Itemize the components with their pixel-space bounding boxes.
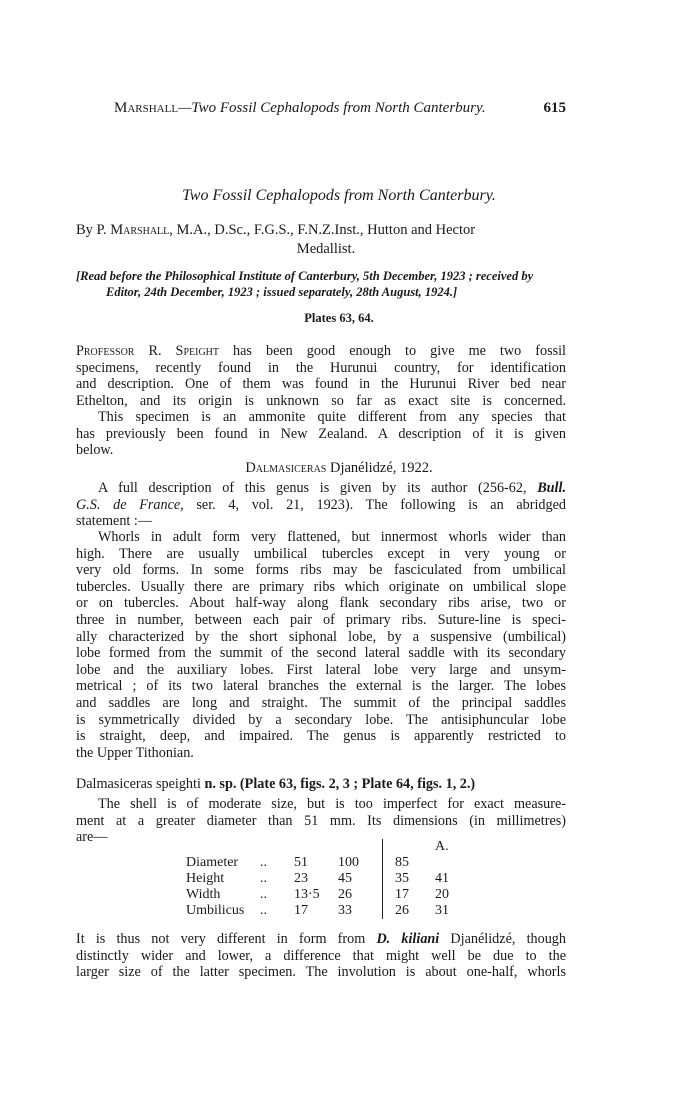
byline-credentials-cont: Medallist. [296, 241, 356, 257]
paragraph-intro [76, 343, 566, 409]
text-line: high. There are usually umbilical tubercles except in very young or [76, 545, 566, 562]
table-row [186, 903, 475, 919]
text-span: Djanélidzé, though [439, 931, 566, 947]
paragraph-genus-description [76, 529, 566, 761]
text-line [76, 480, 566, 497]
text-line: The shell is of moderate size, but is too imperfect for exact measure- [98, 796, 566, 812]
value-cell: 17 [383, 887, 436, 903]
text-line: below. [76, 442, 114, 459]
leader-dots: .. [260, 887, 267, 902]
value-cell: 100 [338, 855, 359, 870]
text-line: statement :— [76, 513, 153, 530]
text-line [76, 343, 566, 360]
text-line: Whorls in adult form very flattened, but innermost whorls wider than [98, 529, 566, 545]
species-plates: n. sp. (Plate 63, figs. 2, 3 ; Plate 64, figs. 1, 2.) [200, 776, 476, 792]
value-cell: 41 [435, 871, 449, 886]
table-row [186, 871, 475, 887]
text-line: metrical ; of its two lateral branches the external is the larger. The lobes [76, 678, 566, 695]
running-header [114, 100, 566, 117]
article-title: Two Fossil Cephalopods from North Canterbury. [182, 187, 496, 204]
row-label: Umbilicus [186, 903, 245, 918]
text-line: is straight, deep, and impaired. The genus is apparently restricted to [76, 728, 566, 745]
page-number: 615 [543, 100, 566, 116]
text-line: lobe formed from the summit of the second lateral saddle with its secondary [76, 645, 566, 662]
value-cell: 45 [338, 871, 352, 886]
byline-name: Marshall [110, 222, 170, 238]
text-line: ment at a greater diameter than 51 mm. Its dimensions (in millimetres) [76, 812, 566, 829]
paragraph-specimen [76, 409, 566, 459]
byline [76, 221, 566, 259]
text-line: ally characterized by the short siphonal lobe, by a suspensive (umbilical) [76, 628, 566, 645]
genus-author: Djanélidzé, 1922. [326, 460, 433, 476]
citation-italic: G.S. de France [76, 496, 181, 513]
row-label: Height [186, 871, 225, 886]
value-cell: 35 [383, 871, 436, 887]
text-line: are— [76, 829, 108, 846]
table-header-row [186, 839, 475, 855]
leader-dots: .. [260, 903, 267, 918]
text-span: It is thus not very different in form from [76, 931, 377, 947]
text-line: Ethelton, and its origin is unknown so far as exact site is concerned. [76, 392, 566, 409]
text-line [76, 497, 566, 514]
table-row [186, 855, 475, 871]
species-heading [76, 776, 566, 793]
text-span: , ser. 4, vol. 21, 1923). The following is an abridged [180, 496, 567, 513]
text-line: has previously been found in New Zealand. A description of it is given [76, 425, 566, 442]
text-span: has been good enough to give me two fossil [219, 343, 566, 359]
lead-name: Professor R. Speight [76, 343, 219, 359]
row-label: Width [186, 887, 221, 902]
header-title: —Two Fossil Cephalopods from North Canterbury. [178, 100, 486, 116]
note-line-1: [Read before the Philosophical Institute of Canterbury, 5th December, 1923 ; received by [76, 269, 534, 283]
plates-ref: Plates 63, 64. [304, 311, 374, 325]
species-name: Dalmasiceras speighti [76, 776, 201, 792]
value-cell: 26 [383, 903, 436, 919]
text-line: and description. One of them was found in the Hurunui River bed near [76, 376, 566, 393]
value-cell: 85 [383, 855, 436, 871]
text-line: three in number, between each pair of primary ribs. Suture-line is speci- [76, 611, 566, 628]
byline-by: By P. [76, 222, 111, 238]
text-line: very old forms. In some forms ribs may be fasciculated from umbilical [76, 562, 566, 579]
note-line-2: Editor, 24th December, 1923 ; issued separately, 28th August, 1924.] [106, 285, 458, 299]
text-line [76, 931, 566, 948]
value-cell: 17 [294, 903, 308, 918]
paragraph-comparison [76, 931, 566, 981]
genus-heading [0, 460, 678, 477]
text-line: specimens, recently found in the Hurunui country, for identification [76, 359, 566, 376]
value-cell: 33 [338, 903, 352, 918]
paragraph-genus-intro [76, 480, 566, 530]
table-row [186, 887, 475, 903]
species-italic: D. kiliani [376, 931, 440, 947]
value-cell: 26 [338, 887, 352, 902]
value-cell [435, 855, 475, 871]
row-label: Diameter [186, 855, 239, 870]
dimensions-table [186, 839, 475, 919]
value-cell: 20 [435, 887, 449, 902]
text-line: tubercles. Usually there are primary ribs which originate on umbilical slope [76, 578, 566, 595]
citation-italic: Bull. [537, 480, 566, 496]
leader-dots: .. [260, 855, 267, 870]
text-line: and saddles are long and straight. The summit of the principal saddles [76, 694, 566, 711]
column-label-a: A. [435, 839, 449, 854]
header-author: Marshall [114, 100, 179, 116]
text-line: lobe and the auxiliary lobes. First lateral lobe very large and unsym- [76, 661, 566, 678]
value-cell: 51 [294, 855, 308, 870]
leader-dots: .. [260, 871, 267, 886]
byline-credentials: , M.A., D.Sc., F.G.S., F.N.Z.Inst., Hutton and Hector [169, 222, 476, 238]
value-cell: 13·5 [294, 887, 320, 902]
text-line: is symmetrically divided by a secondary lobe. The antisiphuncular lobe [76, 711, 566, 728]
value-cell: 31 [435, 903, 449, 918]
text-span: A full description of this genus is given by its author (256-62, [98, 480, 538, 496]
text-line: or on tubercles. About half-way along flank secondary ribs arise, two or [76, 595, 566, 612]
genus-name: Dalmasiceras [245, 460, 327, 476]
text-line: larger size of the latter specimen. The involution is about one-half, whorls [76, 964, 566, 981]
text-line: distinctly wider and lower, a difference that might well be due to the [76, 947, 566, 964]
text-line: This specimen is an ammonite quite different from any species that [98, 409, 566, 425]
publication-note [76, 268, 566, 300]
value-cell: 23 [294, 871, 308, 886]
text-line: the Upper Tithonian. [76, 744, 194, 761]
